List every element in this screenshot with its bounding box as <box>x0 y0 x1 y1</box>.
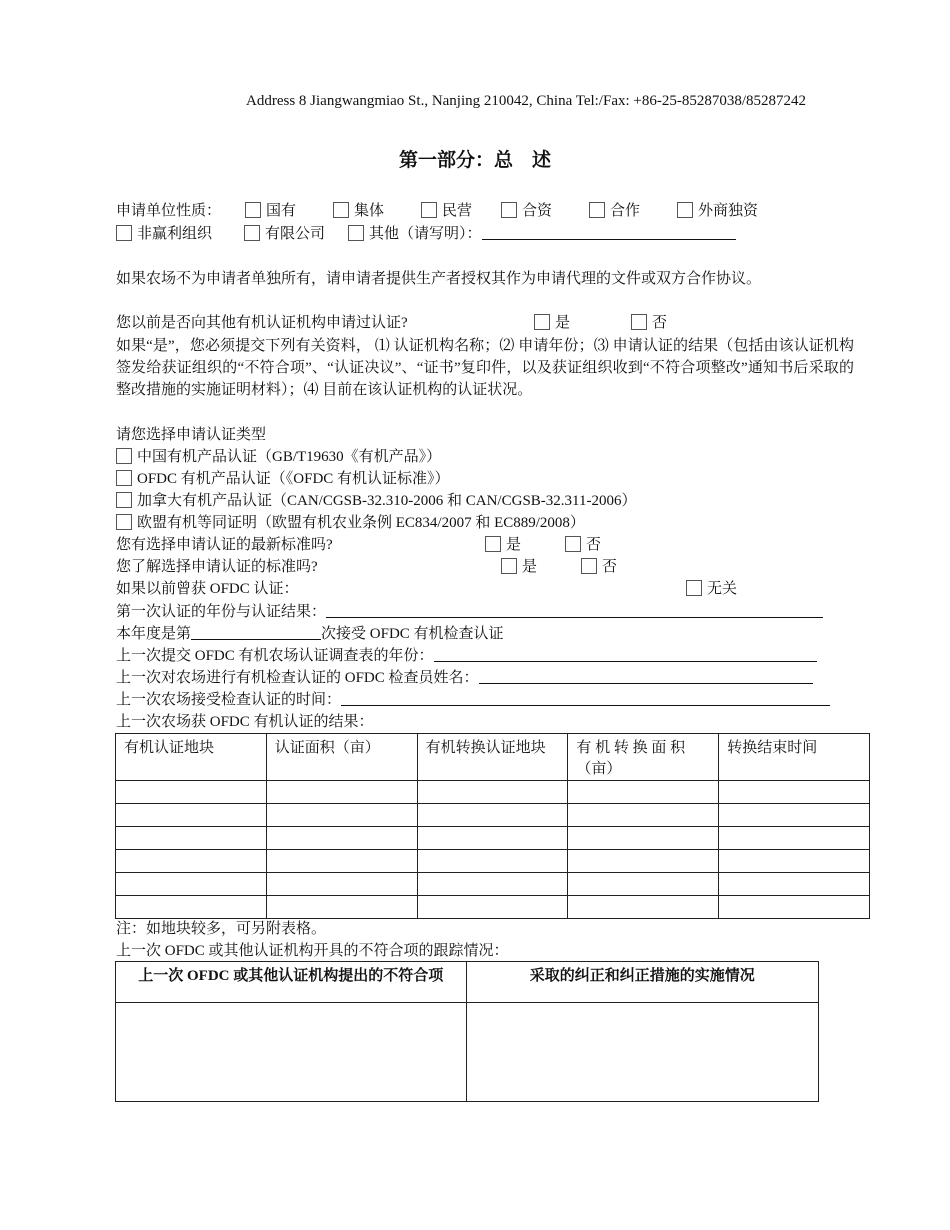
nc-table <box>115 961 819 1102</box>
understand-standard-question: 您了解选择申请认证的标准吗? <box>116 559 318 575</box>
cert-type-prompt: 请您选择申请认证类型 <box>116 427 267 443</box>
table-row <box>116 827 870 850</box>
option-state-owned[interactable]: 国有 <box>245 200 296 222</box>
table-row <box>116 1003 819 1102</box>
option-foreign-owned[interactable]: 外商独资 <box>677 200 758 222</box>
latest-standard-yes[interactable]: 是 <box>485 534 521 556</box>
cert-type-ofdc[interactable]: OFDC 有机产品认证（《OFDC 有机认证标准》） <box>116 468 450 490</box>
plot-note: 注：如地块较多，可另附表格。 <box>116 921 327 937</box>
last-inspector-input[interactable] <box>479 669 813 684</box>
checkbox[interactable] <box>116 448 132 464</box>
header-corrective-action: 采取的纠正和纠正措施的实施情况 <box>466 962 818 1003</box>
checkbox[interactable] <box>589 202 605 218</box>
cert-type-china[interactable]: 中国有机产品认证（GB/T19630《有机产品》） <box>116 446 441 468</box>
checkbox[interactable] <box>565 536 581 552</box>
this-year-count-row: 本年度是第 次接受 OFDC 有机检查认证 <box>116 626 504 642</box>
checkbox[interactable] <box>501 558 517 574</box>
prior-cert-no[interactable]: 否 <box>631 312 667 334</box>
checkbox[interactable] <box>631 314 647 330</box>
header-address: Address 8 Jiangwangmiao St., Nanjing 210042, China Tel:/Fax: +86-25-85287038/85287242 <box>246 93 807 109</box>
checkbox[interactable] <box>116 514 132 530</box>
understand-standard-no[interactable]: 否 <box>581 556 617 578</box>
checkbox[interactable] <box>485 536 501 552</box>
option-other[interactable]: 其他（请写明）： <box>348 223 736 245</box>
checkbox[interactable] <box>534 314 550 330</box>
header-certified-area: 认证面积（亩） <box>266 734 417 781</box>
table-row <box>116 804 870 827</box>
first-cert-year-row: 第一次认证的年份与认证结果： <box>116 601 823 623</box>
last-inspection-time-input[interactable] <box>341 691 830 706</box>
checkbox[interactable] <box>686 580 702 596</box>
header-conversion-area: 有 机 转 换 面 积（亩） <box>568 734 719 781</box>
this-year-count-input[interactable] <box>191 625 321 640</box>
table-row <box>116 781 870 804</box>
last-survey-year-input[interactable] <box>434 647 817 662</box>
plot-table-header <box>116 734 870 781</box>
nc-intro: 上一次 OFDC 或其他认证机构开具的不符合项的跟踪情况： <box>116 943 509 959</box>
latest-standard-question: 您有选择申请认证的最新标准吗? <box>116 537 333 553</box>
checkbox[interactable] <box>116 492 132 508</box>
checkbox[interactable] <box>116 470 132 486</box>
header-conversion-end: 转换结束时间 <box>719 734 870 781</box>
prior-cert-question: 您以前是否向其他有机认证机构申请过认证? <box>116 315 408 331</box>
checkbox[interactable] <box>333 202 349 218</box>
option-joint-venture[interactable]: 合资 <box>501 200 552 222</box>
cert-type-eu[interactable]: 欧盟有机等同证明（欧盟有机农业条例 EC834/2007 和 EC889/2008） <box>116 512 585 534</box>
checkbox[interactable] <box>244 225 260 241</box>
checkbox[interactable] <box>348 225 364 241</box>
checkbox[interactable] <box>501 202 517 218</box>
option-cooperative[interactable]: 合作 <box>589 200 640 222</box>
header-conversion-plot: 有机转换认证地块 <box>417 734 568 781</box>
last-inspection-time-row: 上一次农场接受检查认证的时间： <box>116 689 830 711</box>
first-cert-year-input[interactable] <box>326 603 823 618</box>
plot-table <box>115 733 870 919</box>
nc-table-header <box>116 962 819 1003</box>
last-survey-year-row: 上一次提交 OFDC 有机农场认证调查表的年份： <box>116 645 817 667</box>
prior-cert-yes[interactable]: 是 <box>534 312 570 334</box>
checkbox[interactable] <box>116 225 132 241</box>
table-row <box>116 850 870 873</box>
ofdc-history-intro: 如果以前曾获 OFDC 认证： <box>116 581 299 597</box>
applicant-type-label: 申请单位性质： <box>116 203 222 219</box>
checkbox[interactable] <box>677 202 693 218</box>
option-private[interactable]: 民营 <box>421 200 472 222</box>
last-result-label: 上一次农场获 OFDC 有机认证的结果： <box>116 714 374 730</box>
checkbox[interactable] <box>581 558 597 574</box>
understand-standard-yes[interactable]: 是 <box>501 556 537 578</box>
option-collective[interactable]: 集体 <box>333 200 384 222</box>
last-inspector-row: 上一次对农场进行有机检查认证的 OFDC 检查员姓名： <box>116 667 813 689</box>
header-nonconformity: 上一次 OFDC 或其他认证机构提出的不符合项 <box>116 962 467 1003</box>
checkbox[interactable] <box>421 202 437 218</box>
farm-ownership-note: 如果农场不为申请者单独所有，请申请者提供生产者授权其作为申请代理的文件或双方合作协议。 <box>116 271 762 287</box>
checkbox[interactable] <box>245 202 261 218</box>
table-row <box>116 873 870 896</box>
latest-standard-no[interactable]: 否 <box>565 534 601 556</box>
ofdc-history-na[interactable]: 无关 <box>686 578 737 600</box>
cert-type-canada[interactable]: 加拿大有机产品认证（CAN/CGSB-32.310-2006 和 CAN/CGSB-32.311-2006） <box>116 490 636 512</box>
table-row <box>116 896 870 919</box>
option-limited-company[interactable]: 有限公司 <box>244 223 325 245</box>
header-organic-plot: 有机认证地块 <box>116 734 267 781</box>
prior-cert-detail: 如果“是”，您必须提交下列有关资料， ⑴ 认证机构名称；⑵ 申请年份；⑶ 申请认证的结果（包括由该认证机构签发给获证组织的“不符合项”、“认证决议”、“证书”复印件，以及获证组织收到“不符合项整改”通知书后采取的整改措施的实施证明材料）；⑷ 目前在该认证机构的认证状况。 <box>116 338 854 398</box>
option-non-profit[interactable]: 非赢利组织 <box>116 223 212 245</box>
page-title: 第一部分：总 述 <box>398 150 551 171</box>
other-input-line[interactable] <box>482 225 736 240</box>
